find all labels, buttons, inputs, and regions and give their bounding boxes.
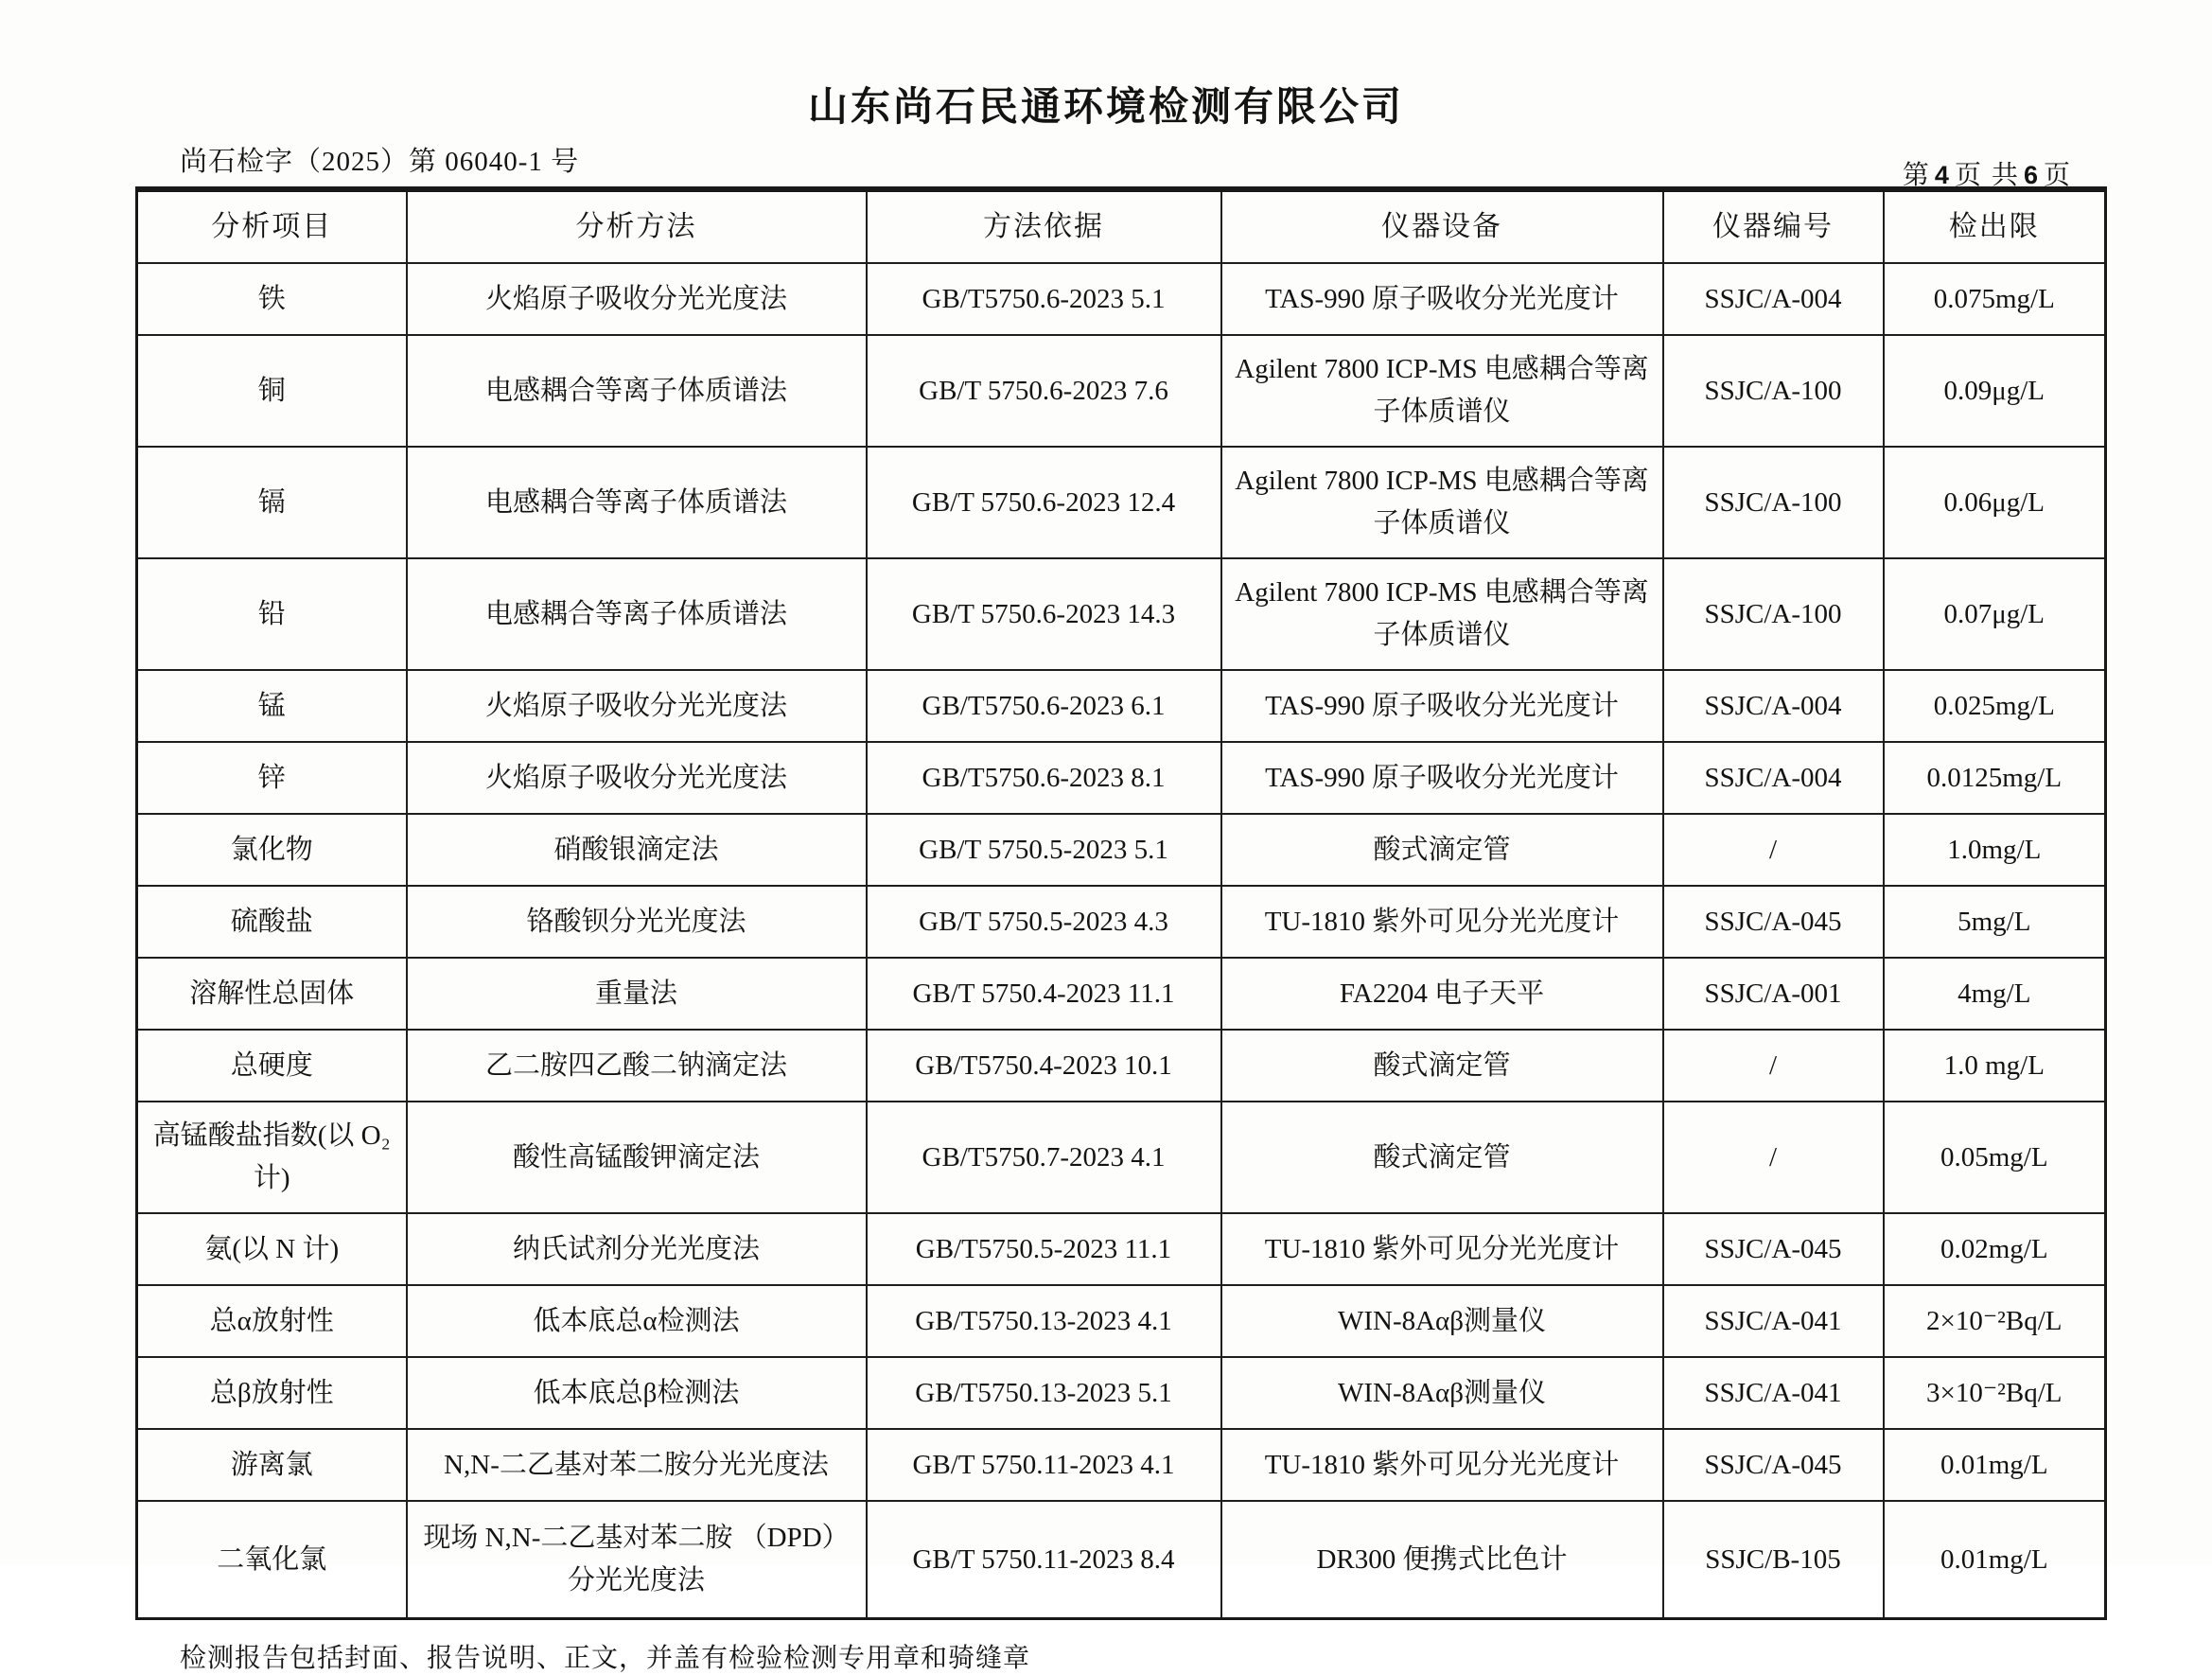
col-header-code: 仪器编号 (1663, 189, 1884, 263)
cell-basis: GB/T5750.13-2023 5.1 (867, 1357, 1221, 1429)
report-footer-note: 检测报告包括封面、报告说明、正文，并盖有检验检测专用章和骑缝章 (180, 1644, 1031, 1673)
cell-limit: 4mg/L (1884, 958, 2106, 1030)
cell-method: 纳氏试剂分光光度法 (407, 1213, 867, 1285)
cell-instrument: Agilent 7800 ICP-MS 电感耦合等离子体质谱仪 (1221, 558, 1663, 670)
cell-instrument: TU-1810 紫外可见分光光度计 (1221, 886, 1663, 958)
cell-limit: 1.0mg/L (1884, 814, 2106, 886)
table-row (137, 1357, 2106, 1429)
cell-limit: 2×10⁻²Bq/L (1884, 1285, 2106, 1357)
cell-code: / (1663, 1030, 1884, 1102)
page-current: 4 (1934, 161, 1951, 189)
cell-instrument: TU-1810 紫外可见分光光度计 (1221, 1213, 1663, 1285)
table-row (137, 670, 2106, 742)
cell-item: 镉 (137, 447, 407, 558)
cell-instrument: FA2204 电子天平 (1221, 958, 1663, 1030)
cell-basis: GB/T 5750.11-2023 4.1 (867, 1429, 1221, 1501)
page-prefix: 第 (1902, 161, 1931, 190)
cell-basis: GB/T5750.13-2023 4.1 (867, 1285, 1221, 1357)
cell-code: SSJC/A-045 (1663, 1429, 1884, 1501)
cell-basis: GB/T5750.6-2023 6.1 (867, 670, 1221, 742)
cell-method: 重量法 (407, 958, 867, 1030)
cell-item: 二氧化氯 (137, 1501, 407, 1619)
cell-instrument: WIN-8Aαβ测量仪 (1221, 1357, 1663, 1429)
cell-limit: 0.06μg/L (1884, 447, 2106, 558)
cell-basis: GB/T 5750.6-2023 7.6 (867, 335, 1221, 447)
cell-limit: 0.075mg/L (1884, 263, 2106, 335)
table-row (137, 558, 2106, 670)
page-middle: 页 共 (1954, 161, 2020, 190)
cell-basis: GB/T5750.4-2023 10.1 (867, 1030, 1221, 1102)
cell-item: 锰 (137, 670, 407, 742)
cell-item: 总硬度 (137, 1030, 407, 1102)
cell-item: 铜 (137, 335, 407, 447)
table-row (137, 1030, 2106, 1102)
col-header-instrument: 仪器设备 (1221, 189, 1663, 263)
cell-item: 氨(以 N 计) (137, 1213, 407, 1285)
cell-code: SSJC/A-004 (1663, 670, 1884, 742)
cell-basis: GB/T 5750.6-2023 12.4 (867, 447, 1221, 558)
table-row (137, 447, 2106, 558)
cell-basis: GB/T 5750.11-2023 8.4 (867, 1501, 1221, 1619)
cell-method: N,N-二乙基对苯二胺分光光度法 (407, 1429, 867, 1501)
cell-method: 火焰原子吸收分光光度法 (407, 263, 867, 335)
cell-instrument: TAS-990 原子吸收分光光度计 (1221, 263, 1663, 335)
cell-method: 电感耦合等离子体质谱法 (407, 558, 867, 670)
cell-limit: 0.02mg/L (1884, 1213, 2106, 1285)
cell-instrument: TAS-990 原子吸收分光光度计 (1221, 742, 1663, 814)
cell-item: 铁 (137, 263, 407, 335)
page-total: 6 (2023, 161, 2040, 189)
table-row (137, 958, 2106, 1030)
cell-code: SSJC/A-100 (1663, 558, 1884, 670)
cell-item: 铅 (137, 558, 407, 670)
page-suffix: 页 (2043, 161, 2072, 190)
cell-item: 总β放射性 (137, 1357, 407, 1429)
cell-code: SSJC/A-041 (1663, 1357, 1884, 1429)
cell-limit: 0.07μg/L (1884, 558, 2106, 670)
cell-limit: 3×10⁻²Bq/L (1884, 1357, 2106, 1429)
cell-limit: 1.0 mg/L (1884, 1030, 2106, 1102)
cell-basis: GB/T5750.5-2023 11.1 (867, 1213, 1221, 1285)
cell-method: 硝酸银滴定法 (407, 814, 867, 886)
cell-instrument: 酸式滴定管 (1221, 1102, 1663, 1213)
cell-limit: 0.09μg/L (1884, 335, 2106, 447)
cell-basis: GB/T5750.6-2023 8.1 (867, 742, 1221, 814)
cell-instrument: Agilent 7800 ICP-MS 电感耦合等离子体质谱仪 (1221, 447, 1663, 558)
col-header-limit: 检出限 (1884, 189, 2106, 263)
cell-method: 乙二胺四乙酸二钠滴定法 (407, 1030, 867, 1102)
table-row (137, 1213, 2106, 1285)
cell-limit: 0.01mg/L (1884, 1429, 2106, 1501)
cell-item: 硫酸盐 (137, 886, 407, 958)
cell-code: SSJC/A-004 (1663, 263, 1884, 335)
cell-code: / (1663, 814, 1884, 886)
cell-code: SSJC/A-100 (1663, 447, 1884, 558)
cell-method: 电感耦合等离子体质谱法 (407, 335, 867, 447)
cell-basis: GB/T5750.6-2023 5.1 (867, 263, 1221, 335)
cell-instrument: WIN-8Aαβ测量仪 (1221, 1285, 1663, 1357)
cell-code: SSJC/A-001 (1663, 958, 1884, 1030)
cell-method: 酸性高锰酸钾滴定法 (407, 1102, 867, 1213)
cell-code: SSJC/A-045 (1663, 1213, 1884, 1285)
cell-code: SSJC/A-100 (1663, 335, 1884, 447)
cell-basis: GB/T5750.7-2023 4.1 (867, 1102, 1221, 1213)
col-header-item: 分析项目 (137, 189, 407, 263)
cell-limit: 0.0125mg/L (1884, 742, 2106, 814)
cell-instrument: DR300 便携式比色计 (1221, 1501, 1663, 1619)
page-indicator (1903, 154, 2072, 192)
cell-method: 现场 N,N-二乙基对苯二胺 （DPD）分光光度法 (407, 1501, 867, 1619)
analysis-methods-table (135, 186, 2107, 1620)
table-header-row (137, 189, 2106, 263)
cell-method: 低本底总β检测法 (407, 1357, 867, 1429)
cell-method: 低本底总α检测法 (407, 1285, 867, 1357)
cell-item: 游离氯 (137, 1429, 407, 1501)
meta-row (180, 140, 2089, 190)
cell-code: SSJC/A-045 (1663, 886, 1884, 958)
cell-instrument: 酸式滴定管 (1221, 1030, 1663, 1102)
cell-code: / (1663, 1102, 1884, 1213)
company-title: 山东尚石民通环境检测有限公司 (807, 86, 1404, 130)
table-row (137, 1285, 2106, 1357)
table-row (137, 1501, 2106, 1619)
cell-instrument: Agilent 7800 ICP-MS 电感耦合等离子体质谱仪 (1221, 335, 1663, 447)
table-row (137, 1429, 2106, 1501)
cell-method: 火焰原子吸收分光光度法 (407, 742, 867, 814)
cell-code: SSJC/B-105 (1663, 1501, 1884, 1619)
cell-instrument: TAS-990 原子吸收分光光度计 (1221, 670, 1663, 742)
report-doc-number: 尚石检字（2025）第 06040-1 号 (180, 147, 580, 177)
col-header-method: 分析方法 (407, 189, 867, 263)
cell-instrument: 酸式滴定管 (1221, 814, 1663, 886)
cell-item: 锌 (137, 742, 407, 814)
cell-item: 氯化物 (137, 814, 407, 886)
cell-limit: 0.025mg/L (1884, 670, 2106, 742)
cell-code: SSJC/A-004 (1663, 742, 1884, 814)
cell-basis: GB/T 5750.6-2023 14.3 (867, 558, 1221, 670)
cell-limit: 5mg/L (1884, 886, 2106, 958)
cell-item: 总α放射性 (137, 1285, 407, 1357)
cell-item: 高锰酸盐指数(以 O₂ 计) (137, 1102, 407, 1213)
cell-method: 铬酸钡分光光度法 (407, 886, 867, 958)
table-row (137, 335, 2106, 447)
table-row (137, 263, 2106, 335)
cell-basis: GB/T 5750.5-2023 4.3 (867, 886, 1221, 958)
col-header-basis: 方法依据 (867, 189, 1221, 263)
cell-method: 电感耦合等离子体质谱法 (407, 447, 867, 558)
table-row (137, 886, 2106, 958)
table-row (137, 814, 2106, 886)
cell-basis: GB/T 5750.5-2023 5.1 (867, 814, 1221, 886)
cell-limit: 0.01mg/L (1884, 1501, 2106, 1619)
cell-basis: GB/T 5750.4-2023 11.1 (867, 958, 1221, 1030)
table-row (137, 1102, 2106, 1213)
cell-item: 溶解性总固体 (137, 958, 407, 1030)
cell-method: 火焰原子吸收分光光度法 (407, 670, 867, 742)
cell-code: SSJC/A-041 (1663, 1285, 1884, 1357)
cell-instrument: TU-1810 紫外可见分光光度计 (1221, 1429, 1663, 1501)
table-row (137, 742, 2106, 814)
cell-limit: 0.05mg/L (1884, 1102, 2106, 1213)
